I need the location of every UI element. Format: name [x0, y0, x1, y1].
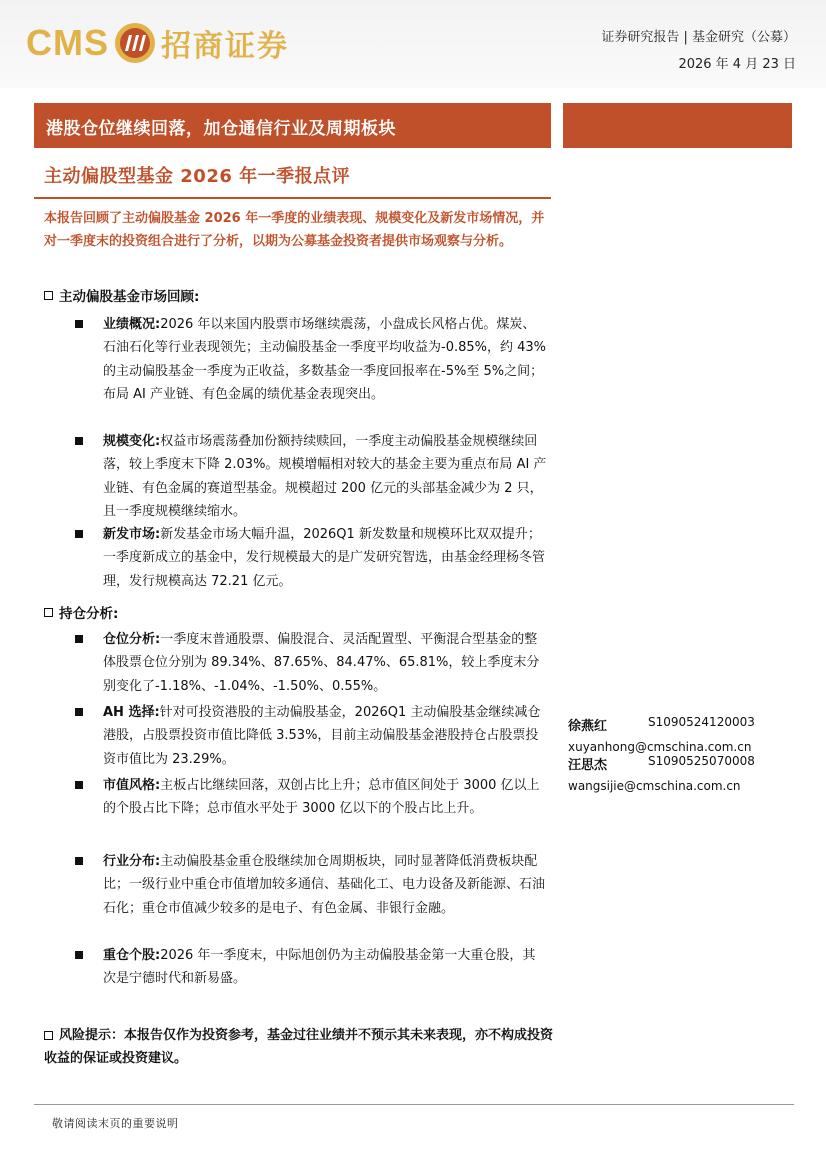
section-heading-holdings	[44, 602, 118, 622]
item-label: 规模变化:	[103, 434, 161, 449]
item-label: AH 选择:	[103, 705, 160, 720]
list-item	[75, 701, 547, 771]
analyst-email[interactable]: wangsijie@cmschina.com.cn	[568, 779, 741, 793]
square-bullet-icon	[75, 781, 83, 789]
section-heading-market-review	[44, 285, 199, 305]
checkbox-bullet-icon	[44, 608, 53, 617]
report-title: 港股仓位继续回落，加仓通信行业及周期板块	[46, 119, 396, 139]
item-text: 2026 年一季度末，中际旭创仍为主动偏股基金第一大重仓股，其次是宁德时代和新易盛。	[103, 948, 536, 987]
list-item	[75, 850, 547, 920]
checkbox-bullet-icon	[44, 1031, 53, 1040]
report-type: 证券研究报告 | 基金研究（公募）	[601, 30, 796, 45]
section-heading-text: 主动偏股基金市场回顾:	[59, 289, 200, 305]
list-item	[75, 944, 547, 991]
logo-text: CMS	[26, 22, 109, 63]
item-text: 一季度末普通股票、偏股混合、灵活配置型、平衡混合型基金的整体股票仓位分别为 89.34%、87.65%、84.47%、65.81%，较上季度末分别变化了-1.18%、-1.04%、-1.50%、0.55%。	[103, 632, 540, 694]
risk-text: 风险提示：本报告仅作为投资参考，基金过往业绩并不预示其未来表现，亦不构成投资收益的保证或投资建议。	[44, 1028, 554, 1066]
abstract: 本报告回顾了主动偏股基金 2026 年一季度的业绩表现、规模变化及新发市场情况，并对一季度末的投资组合进行了分析，以期为公募基金投资者提供市场观察与分析。	[44, 211, 545, 249]
footer-note: 敬请阅读末页的重要说明	[52, 1117, 179, 1130]
item-text: 主板占比继续回落，双创占比上升；总市值区间处于 3000 亿以上的个股占比下降；总市值水平处于 3000 亿以下的个股占比上升。	[103, 778, 540, 817]
item-label: 业绩概况:	[103, 317, 161, 332]
report-meta	[601, 26, 796, 72]
square-bullet-icon	[75, 437, 83, 445]
list-item	[75, 430, 547, 524]
item-text: 新发基金市场大幅升温，2026Q1 新发数量和规模环比双双提升；一季度新成立的基金中，发行规模最大的是广发研究智选，由基金经理杨冬管理，发行规模高达 72.21 亿元。	[103, 527, 546, 589]
analyst-id: S1090525070008	[648, 754, 755, 768]
section-heading-text: 持仓分析:	[59, 606, 119, 622]
item-text: 针对可投资港股的主动偏股基金，2026Q1 主动偏股基金继续减仓港股，占股票投资市值比降低 3.53%，目前主动偏股基金港股持仓占股票投资市值比为 23.29%。	[103, 705, 541, 767]
square-bullet-icon	[75, 530, 83, 538]
footer-divider	[34, 1104, 794, 1105]
square-bullet-icon	[75, 857, 83, 865]
item-label: 新发市场:	[103, 527, 161, 542]
item-text: 权益市场震荡叠加份额持续赎回，一季度主动偏股基金规模继续回落，较上季度末下降 2.03%。规模增幅相对较大的基金主要为重点布局 AI 产业链、有色金属的赛道型基金。规模超过 200 亿元的头部基金减少为 2 只，且一季度规模继续缩水。	[103, 434, 547, 520]
analyst-block	[568, 754, 755, 793]
list-item	[75, 523, 547, 593]
logo-chinese-name: 招商证券	[161, 29, 289, 64]
checkbox-bullet-icon	[44, 291, 53, 300]
report-subtitle: 主动偏股型基金 2026 年一季报点评	[44, 166, 351, 187]
square-bullet-icon	[75, 708, 83, 716]
item-label: 重仓个股:	[103, 948, 161, 963]
analyst-id: S1090524120003	[648, 715, 755, 729]
analyst-email[interactable]: xuyanhong@cmschina.com.cn	[568, 740, 752, 754]
square-bullet-icon	[75, 635, 83, 643]
list-item	[75, 628, 547, 698]
item-text: 2026 年以来国内股票市场继续震荡，小盘成长风格占优。煤炭、石油石化等行业表现领先；主动偏股基金一季度平均收益为-0.85%，约 43%的主动偏股基金一季度为正收益，多数基金一季度回报率在-5%至 5%之间；布局 AI 产业链、有色金属的绩优基金表现突出。	[103, 317, 547, 403]
report-date: 2026 年 4 月 23 日	[678, 57, 796, 72]
item-label: 行业分布:	[103, 854, 161, 869]
square-bullet-icon	[75, 320, 83, 328]
list-item	[75, 774, 547, 821]
list-item	[75, 313, 547, 407]
company-logo	[26, 18, 289, 68]
item-label: 市值风格:	[103, 778, 161, 793]
risk-warning	[44, 1024, 554, 1070]
analyst-block	[568, 715, 755, 754]
square-bullet-icon	[75, 951, 83, 959]
item-label: 仓位分析:	[103, 632, 161, 647]
subtitle-divider	[34, 197, 551, 199]
analyst-name: 汪思杰	[568, 758, 608, 773]
sidebar-banner	[563, 103, 792, 148]
analyst-name: 徐燕红	[568, 719, 608, 734]
item-text: 主动偏股基金重仓股继续加仓周期板块，同时显著降低消费板块配比；一级行业中重仓市值增加较多通信、基础化工、电力设备及新能源、石油石化；重仓市值减少较多的是电子、有色金属、非银行金融。	[103, 854, 546, 916]
cms-emblem-icon	[113, 21, 157, 65]
